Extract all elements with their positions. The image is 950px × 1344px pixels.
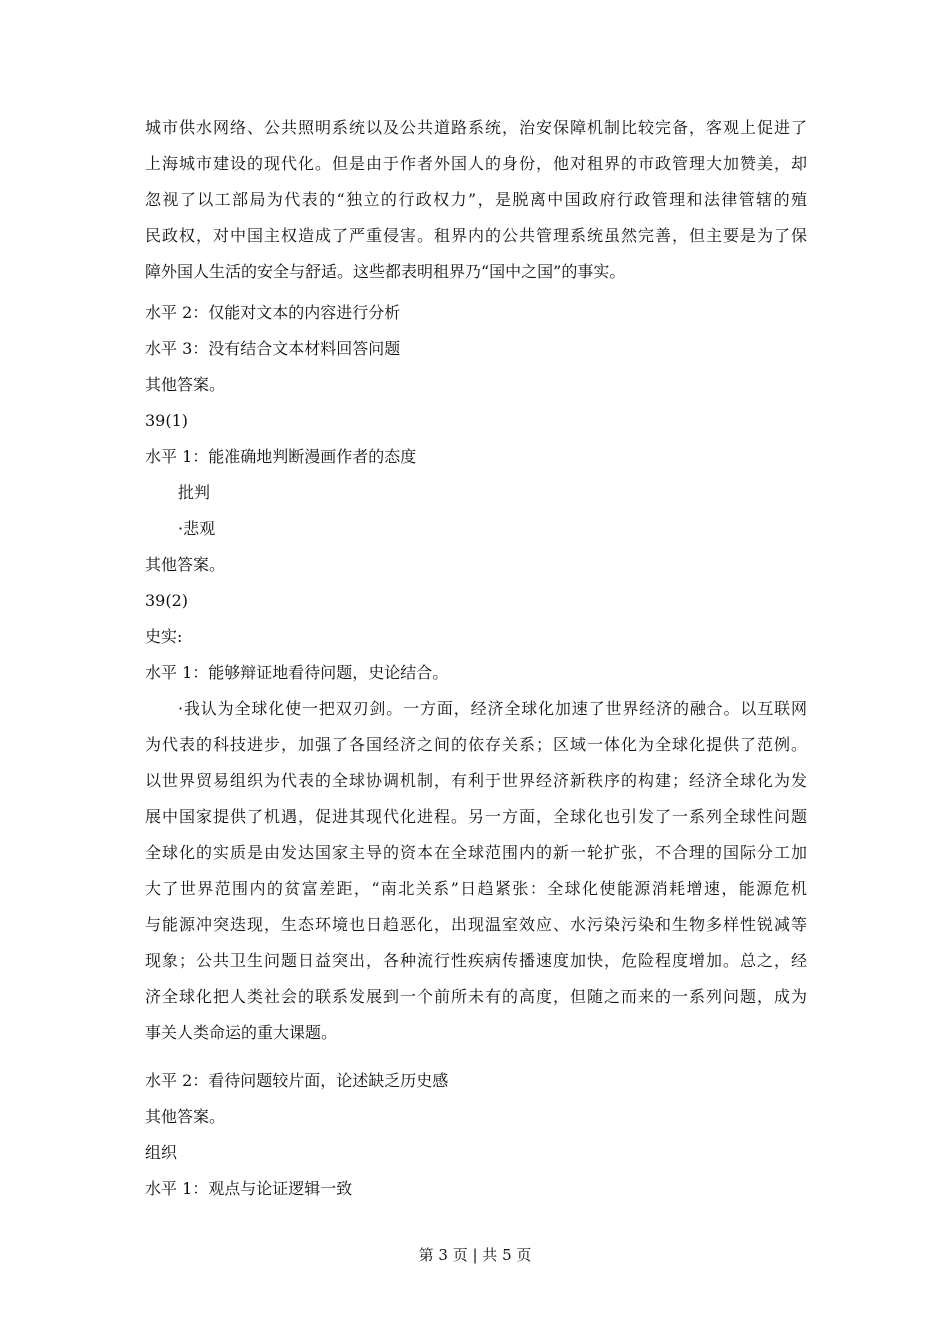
section-label: 史实: (145, 627, 183, 646)
paragraph-line: 民政权，对中国主权造成了严重侵害。租界内的公共管理系统虽然完善，但主要是为了保 (145, 226, 807, 245)
question-label: 39(1) (145, 411, 189, 430)
paragraph-line: 以世界贸易组织为代表的全球协调机制，有利于世界经济新秩序的构建；经济全球化为发 (145, 771, 807, 790)
level-1-criterion: 水平 1：能够辩证地看待问题，史论结合。 (145, 663, 449, 682)
paragraph-line: 与能源冲突迭现，生态环境也日趋恶化，出现温室效应、水污染污染和生物多样性锐减等 (145, 915, 807, 934)
section-label: 组织 (145, 1143, 178, 1162)
page-footer: 第 3 页 | 共 5 页 (418, 1246, 532, 1264)
paragraph-line: 城市供水网络、公共照明系统以及公共道路系统，治安保障机制比较完备，客观上促进了 (145, 118, 807, 137)
paragraph-line: 障外国人生活的安全与舒适。这些都表明租界乃“国中之国”的事实。 (145, 262, 626, 281)
other-answers: 其他答案。 (145, 375, 226, 394)
other-answers: 其他答案。 (145, 555, 226, 574)
paragraph-line: 展中国家提供了机遇，促进其现代化进程。另一方面，全球化也引发了一系列全球性问题 (145, 807, 807, 826)
level-2-criterion: 水平 2：看待问题较片面，论述缺乏历史感 (145, 1071, 449, 1090)
paragraph-line: 上海城市建设的现代化。但是由于作者外国人的身份，他对租界的市政管理大加赞美，却 (145, 154, 807, 173)
answer-item: 批判 (178, 483, 211, 502)
paragraph-line: 全球化的实质是由发达国家主导的资本在全球范围内的新一轮扩张，不合理的国际分工加 (145, 843, 807, 862)
paragraph-line: 济全球化把人类社会的联系发展到一个前所未有的高度，但随之而来的一系列问题，成为 (145, 987, 807, 1006)
level-1-criterion: 水平 1：能准确地判断漫画作者的态度 (145, 447, 417, 466)
document-body (145, 110, 807, 1207)
question-label: 39(2) (145, 591, 189, 610)
paragraph-line: 现象；公共卫生问题日益突出，各种流行性疾病传播速度加快，危险程度增加。总之，经 (145, 951, 807, 970)
paragraph-line: 大了世界范围内的贫富差距，“南北关系”日趋紧张：全球化使能源消耗增速，能源危机 (145, 879, 807, 898)
level-3-criterion: 水平 3：没有结合文本材料回答问题 (145, 339, 401, 358)
paragraph-line: 忽视了以工部局为代表的“独立的行政权力”，是脱离中国政府行政管理和法律管辖的殖 (145, 190, 807, 209)
answer-item: ·悲观 (178, 519, 216, 538)
level-2-criterion: 水平 2：仅能对文本的内容进行分析 (145, 303, 401, 322)
level-1-criterion: 水平 1：观点与论证逻辑一致 (145, 1179, 353, 1198)
paragraph-line: 事关人类命运的重大课题。 (145, 1023, 338, 1042)
paragraph-line: 为代表的科技进步，加强了各国经济之间的依存关系；区域一体化为全球化提供了范例。 (145, 735, 807, 754)
paragraph-line: ·我认为全球化使一把双刃剑。一方面，经济全球化加速了世界经济的融合。以互联网 (178, 699, 807, 718)
other-answers: 其他答案。 (145, 1107, 226, 1126)
